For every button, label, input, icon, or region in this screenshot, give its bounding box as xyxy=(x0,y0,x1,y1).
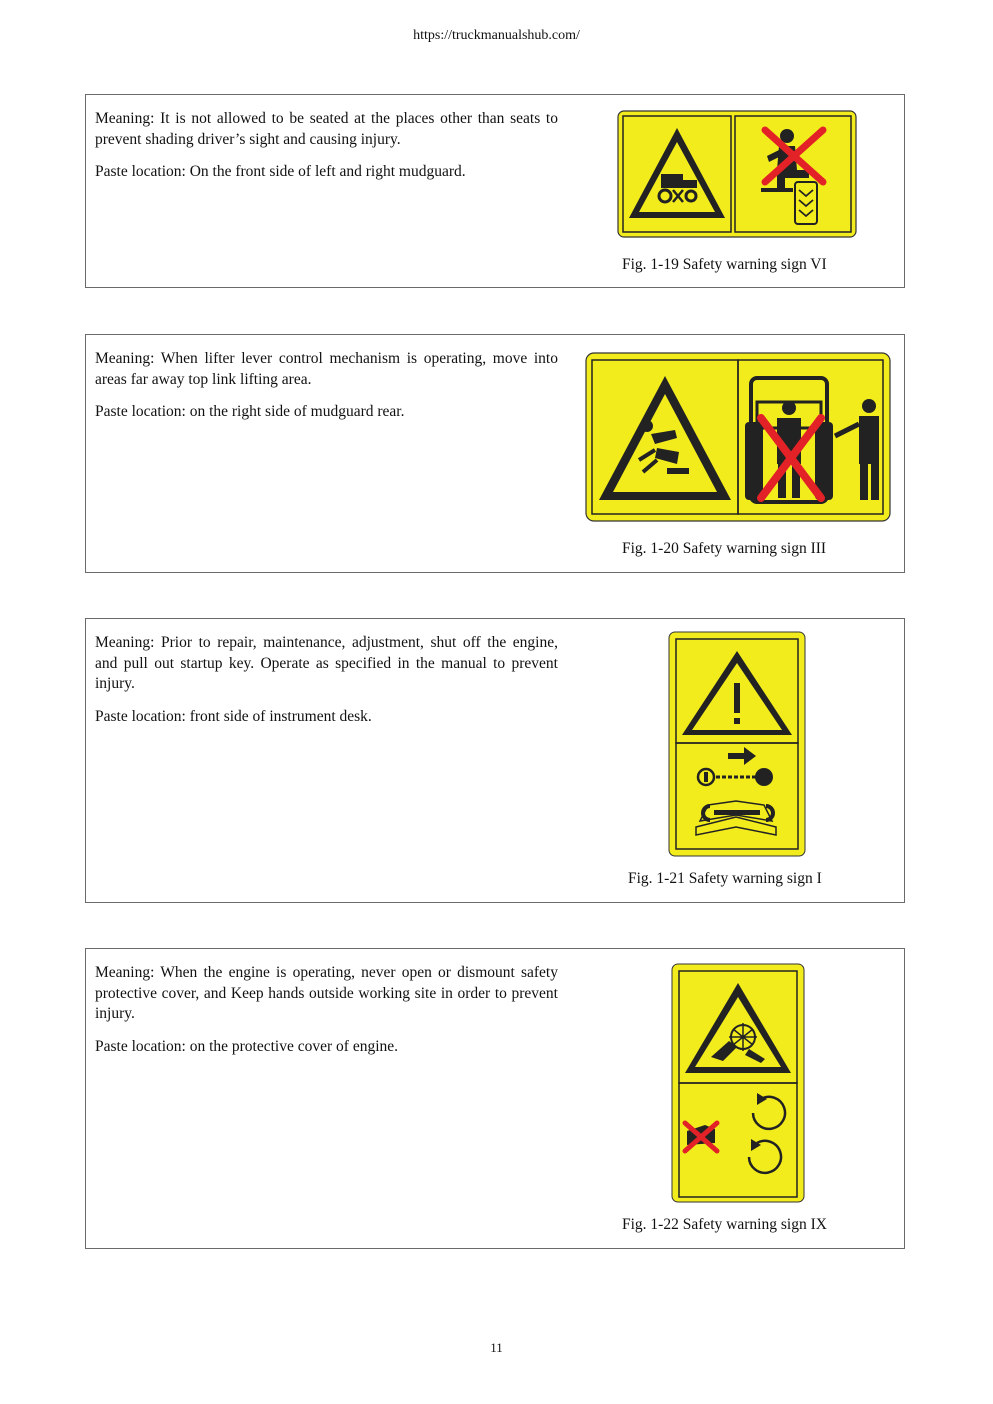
section-text xyxy=(95,633,558,739)
figure-caption: Fig. 1-22 Safety warning sign IX xyxy=(622,1216,827,1233)
location-text: Paste location: on the protective cover of engine. xyxy=(95,1037,399,1055)
page-number: 11 xyxy=(490,1340,503,1355)
warning-section-2 xyxy=(85,334,905,573)
header-url: https://truckmanualshub.com/ xyxy=(413,28,580,43)
figure-caption: Fig. 1-19 Safety warning sign VI xyxy=(622,256,827,273)
meaning-text: Meaning: It is not allowed to be seated at the places other than seats to prevent shading driver’s sight and causing injury. xyxy=(95,110,558,148)
warning-sign-vi-icon xyxy=(617,110,857,238)
section-text xyxy=(95,349,558,435)
meaning-text: Meaning: When lifter lever control mechanism is operating, move into areas far away top link lifting area. xyxy=(95,350,558,388)
warning-sign-i-icon xyxy=(668,631,806,857)
warning-sign-ix-icon xyxy=(671,963,805,1203)
location-text: Paste location: on the right side of mudguard rear. xyxy=(95,403,405,420)
warning-sign-iii-figure xyxy=(585,352,891,522)
meaning-text: Meaning: Prior to repair, maintenance, adjustment, shut off the engine, and pull out startup key. Operate as specified in the manual to prevent injury. xyxy=(95,634,558,692)
location-text: Paste location: On the front side of left and right mudguard. xyxy=(95,163,466,180)
meaning-text: Meaning: When the engine is operating, never open or dismount safety protective cover, and Keep hands outside working site in order to prevent injury. xyxy=(95,964,558,1022)
warning-sign-ix-figure xyxy=(671,963,805,1203)
section-text xyxy=(95,109,558,195)
warning-sign-i-figure xyxy=(668,631,806,857)
figure-caption: Fig. 1-20 Safety warning sign III xyxy=(622,540,827,557)
location-text: Paste location: front side of instrument desk. xyxy=(95,707,372,725)
warning-section-3 xyxy=(85,618,905,903)
section-text xyxy=(95,963,558,1069)
warning-sign-iii-icon xyxy=(585,352,891,522)
warning-section-4 xyxy=(85,948,905,1249)
figure-caption: Fig. 1-21 Safety warning sign I xyxy=(628,870,822,887)
warning-section-1 xyxy=(85,94,905,288)
warning-sign-vi-figure xyxy=(617,110,857,238)
